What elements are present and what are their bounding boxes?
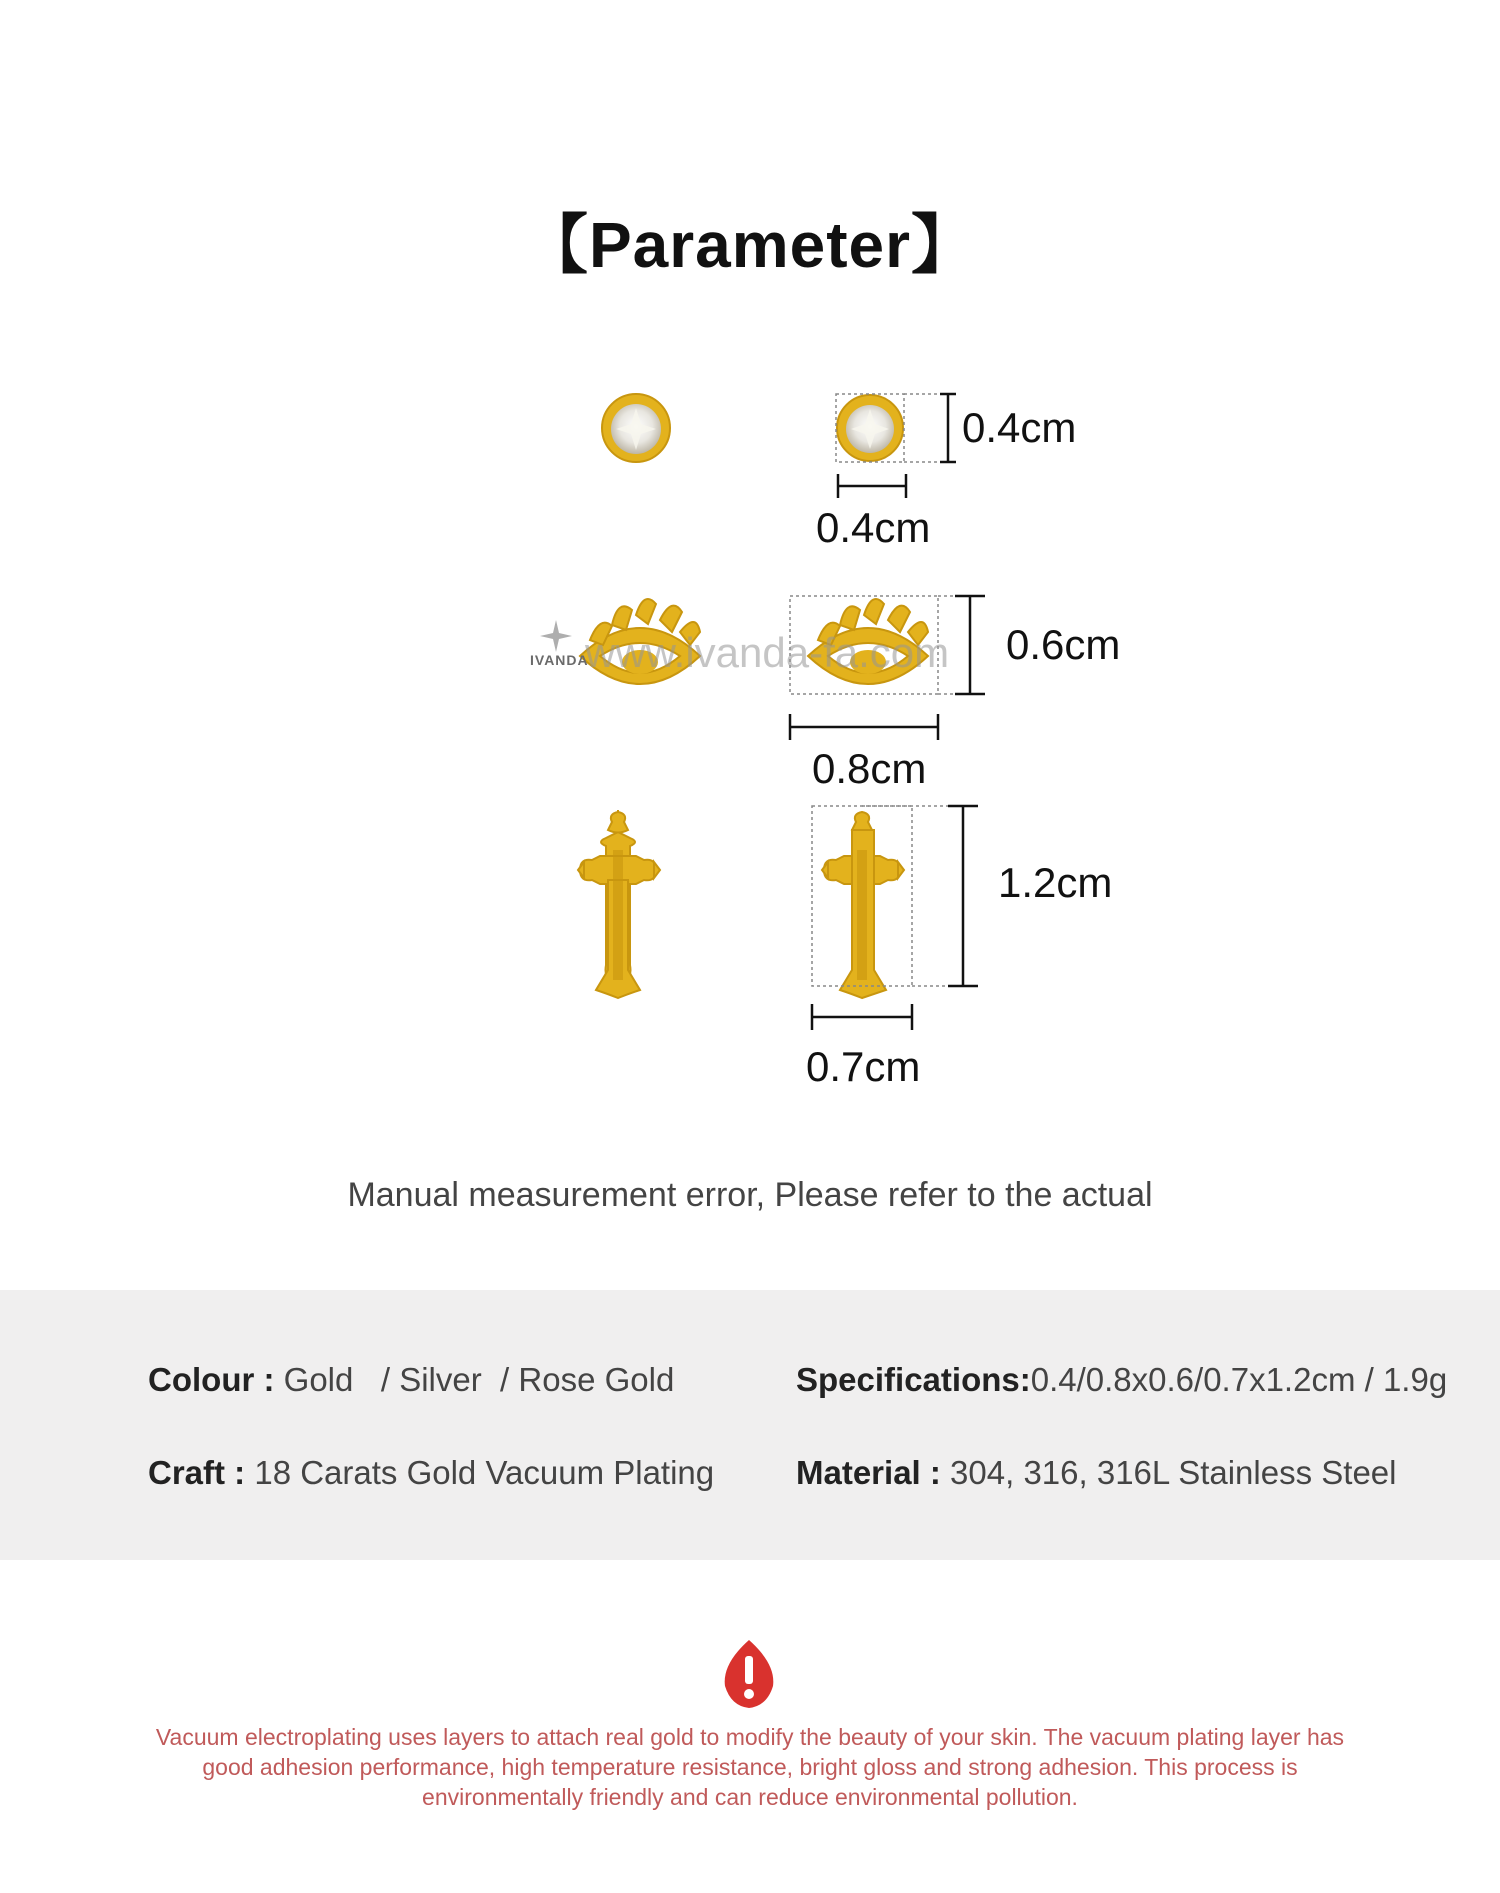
eye-height-bracket (955, 596, 985, 694)
cross-height-label: 1.2cm (998, 859, 1113, 906)
cross-width-bracket (812, 1004, 912, 1030)
spec-specifications-label: Specifications: (796, 1361, 1031, 1398)
eye-height-label: 0.6cm (1006, 621, 1121, 668)
spec-craft-value: 18 Carats Gold Vacuum Plating (254, 1454, 715, 1491)
spec-colour (148, 1355, 674, 1405)
spec-material-label: Material : (796, 1454, 941, 1491)
round-height-label: 0.4cm (962, 404, 1077, 451)
cross-height-bracket (948, 806, 978, 986)
spec-colour-label: Colour : (148, 1361, 275, 1398)
cross-stud-measured (812, 806, 978, 998)
round-width-bracket (838, 474, 906, 498)
spec-specifications-value: 0.4/0.8x0.6/0.7x1.2cm / 1.9g (1030, 1361, 1448, 1398)
round-stud-photo (602, 394, 670, 462)
round-height-bracket (940, 394, 956, 462)
page-title: 【Parameter】 (523, 209, 977, 281)
round-stud-measured (836, 394, 952, 462)
spec-material (796, 1448, 1396, 1498)
spec-craft (148, 1448, 714, 1498)
measurement-note: Manual measurement error, Please refer to the actual (347, 1176, 1153, 1214)
specs-panel (0, 1290, 1500, 1560)
spec-craft-label: Craft : (148, 1454, 246, 1491)
watermark-url: www.ivanda-fa.com (585, 629, 950, 676)
watermark-logo: IVANDA (530, 652, 589, 668)
round-width-label: 0.4cm (816, 504, 931, 551)
eye-width-bracket (790, 714, 938, 740)
exclamation-icon (725, 1640, 774, 1708)
watermark-star-icon (540, 620, 572, 652)
eye-width-label: 0.8cm (812, 745, 927, 792)
spec-specifications (796, 1355, 1447, 1405)
spec-colour-value: Gold / Silver / Rose Gold (283, 1361, 675, 1398)
cross-stud-photo (578, 810, 660, 998)
spec-material-value: 304, 316, 316L Stainless Steel (950, 1454, 1397, 1491)
cross-width-label: 0.7cm (806, 1043, 921, 1090)
warning-text: Vacuum electroplating uses layers to attach real gold to modify the beauty of your skin. The vacuum plating layer has good adhesion performance, high temperature resistance, bright gloss and strong adhesion. This process is environmentally friendly and can reduce environmental pollution. (155, 1724, 1345, 1810)
